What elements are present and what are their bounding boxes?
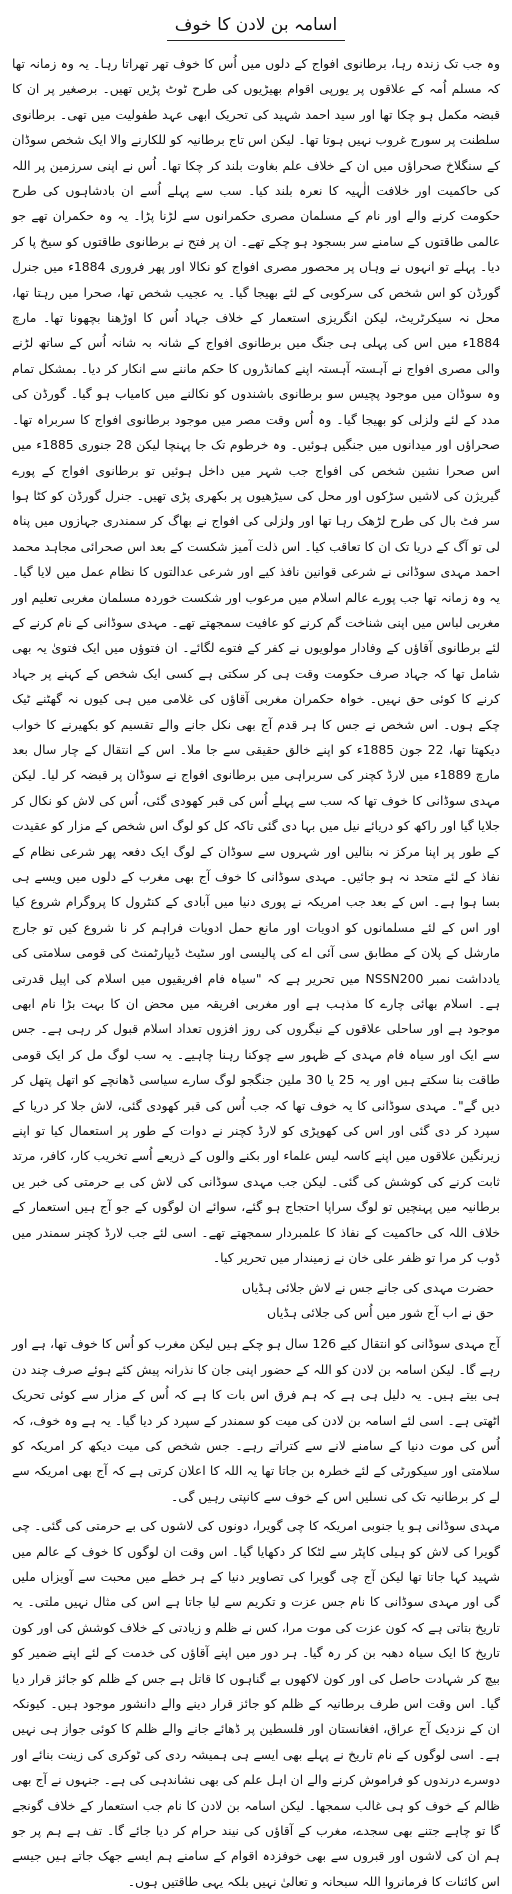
verse-line: حق نے اب آج شور میں اُس کی جلائی ہڈیاں bbox=[267, 1304, 494, 1320]
verse-line: حضرت مہدی کی جانے جس نے لاش جلائی ہڈیاں bbox=[241, 1279, 494, 1295]
paragraph: آج مہدی سوڈانی کو انتقال کیے 126 سال ہو چکے ہیں لیکن مغرب کو اُس کا خوف تھا، ہے اور رہے گا۔ لیکن اسامہ بن لادن کو اللہ کے حضور اپنی جان کا نذرانہ پیش کئے ہوئے صرف چند دن ہی بیتے ہیں۔ یہ دلیل ہی ہے کہ ہم فرق اس بات کا ہے کہ اُس کے مزار سے کوئی تحریک اٹھتی ہے۔ اسی لئے اسامہ بن لادن کی میت کو سمندر کے سپرد کر دیا گیا۔ یہ ہے وہ خوف، کہ اُس کی موت دنیا کے سامنے لانے سے کتراتے رہے۔ جس شخص کی میت دیکھ کر امریکہ کو سلامتی اور سیکورٹی کے لئے خطرہ بن جاتا تھا یہ اللہ کا اعلان کرتی ہے کہ آج بھی امریکہ سے لے کر برطانیہ تک کی نسلیں اس کے خوف سے کانپتی رہیں گی۔ bbox=[12, 1336, 500, 1504]
title-area bbox=[12, 12, 500, 41]
poem-couplet bbox=[12, 1275, 500, 1326]
paragraph: مہدی سوڈانی ہو یا جنوبی امریکہ کا چی گویرا، دونوں کی لاشوں کی بے حرمتی کی گئی۔ چی گویرا کی لاش کو ہیلی کاپٹر سے لٹکا کر دکھایا گیا۔ اس وقت ان لوگوں کا خوف کے عالم میں شہید کہا جاتا تھا لیکن آج چی گویرا کی تصاویر دنیا کے ہر خطے میں محبت سے آویزاں ملیں گی اور مہدی سوڈانی کا نام جس عزت و تکریم سے لیا جاتا ہے اس کی مثال نہیں ملتی۔ یہ تاریخ بتاتی ہے کہ کون عزت کی موت مرا، کس نے ظلم و زیادتی کے خلاف کوشش کی اور کون تاریخ کا ایک سیاہ دھبہ بن کر رہ گیا۔ ہر دور میں اپنے آقاؤں کی خدمت کے لئے اپنے ضمیر کو بیچ کر شہادت حاصل کی اور کون لاکھوں بے گناہوں کا قاتل ہے جس کے ظلم کو جائز قرار دیا گیا۔ اس وقت اس طرف برطانیہ کے ظلم کو جائز قرار دینے والے دانشور موجود ہیں۔ کیونکہ ان کے نزدیک آج عراق، افغانستان اور فلسطین پر ڈھائے جانے والے ظلم کا کوئی جواز ہی نہیں ہے۔ اسی لوگوں کے نام تاریخ نے پہلے بھی ایسے ہی ہمیشہ ردی کی ٹوکری کی زینت بنائے اور دوسرے درندوں کو فراموش کرنے والے ان اہل علم کی بھی نشاندہی کی ہے۔ جنہوں نے آج بھی ظالم کے خوف کو ہی غالب سمجھا۔ لیکن اسامہ بن لادن کا نام جب استعمار کے خلاف گونجے گا تو چاہے جتنے بھی سجدے، مغرب کے آقاؤں کی نیند حرام کر دیا جائے گا۔ تف ہے ہم پر جو ہم ان کی لاشوں اور قبروں سے بھی خوفزدہ اقوام کے سامنے ہم ایسے جھک جاتے ہیں جیسے اس کائنات کا فرمانروا اللہ سبحانہ و تعالیٰ نہیں بلکہ یہی طاقتیں ہوں۔ bbox=[12, 1518, 500, 1889]
article-title: اسامہ بن لادن کا خوف bbox=[167, 12, 345, 41]
article-body bbox=[12, 51, 500, 1894]
paragraph: وہ جب تک زندہ رہا، برطانوی افواج کے دلوں میں اُس کا خوف تھر تھراتا رہا۔ یہ وہ زمانہ تھا کہ مسلم اُمہ کے علاقوں پر یورپی اقوام بھیڑیوں کی طرح ٹوٹ پڑیں تھیں۔ برصغیر پر ان کا قبضہ مکمل ہو چکا تھا اور سید احمد شہید کی تحریک ابھی عہد طفولیت میں تھی۔ برطانوی سلطنت پر سورج غروب نہیں ہوتا تھا۔ لیکن اس تاج برطانیہ کو للکارنے والا ایک شخص سوڈان کے سنگلاخ صحراؤں میں ان کے خلاف علم بغاوت بلند کر چکا تھا۔ اُس نے اپنی سرزمین پر اللہ کی حاکمیت اور خلافت الٰہیہ کا نعرہ بلند کیا۔ سب سے پہلے اُسے ان بادشاہوں کی طرح حکومت کرنے والے اور نام کے مسلمان مصری حکمرانوں سے لڑنا پڑا۔ یہ وہ حکمران تھے جو عالمی طاقتوں کے سامنے سر بسجود ہو چکے تھے۔ ان پر فتح نے برطانوی طاقتوں کو سیخ پا کر دیا۔ پہلے تو انہوں نے وہاں پر محصور مصری افواج کو نکالا اور پھر فروری 1884ء میں جنرل گورڈن کو اس شخص کی سرکوبی کے لئے بھیجا گیا۔ یہ عجیب شخص تھا، صحرا میں رہتا تھا، محل نہ سیکرٹریٹ، لیکن انگریزی استعمار کے خلاف جہاد اُس کا اوڑھنا بچھونا تھا۔ مارچ 1884ء میں اس کی پہلی ہی جنگ میں برطانوی افواج کے شانہ بہ شانہ اُس کے ساتھ لڑنے والی مصری افواج نے آہستہ آہستہ اپنے کمانڈروں کا حکم ماننے سے انکار کر دیا۔ بمشکل تمام وہ سوڈان میں موجود پچیس سو برطانوی باشندوں کو نکالنے میں کامیاب ہو گیا۔ گورڈن کی مدد کے لئے ولزلی کو بھیجا گیا۔ وہ اُس وقت مصر میں موجود برطانوی افواج کا سربراہ تھا۔ صحراؤں اور میدانوں میں جنگیں ہوئیں۔ وہ خرطوم تک جا پہنچا لیکن 28 جنوری 1885ء میں اس صحرا نشین شخص کی افواج جب شہر میں داخل ہوئیں تو برطانوی افواج کے پورے گیریژن کی لاشیں سڑکوں اور محل کی سیڑھیوں پر بکھری پڑی تھیں۔ جنرل گورڈن کو کٹا ہوا سر فٹ بال کی طرح لڑھک رہا تھا اور ولزلی کی افواج نے بھاگ کر سمندری جہازوں میں پناہ لی تو آگ کے دریا تک ان کا تعاقب کیا۔ اس ذلت آمیز شکست کے بعد اس صحرائی مجاہد محمد احمد مہدی سوڈانی نے شرعی قوانین نافذ کیے اور شرعی عدالتوں کا نظام عمل میں لایا گیا۔ یہ وہ زمانہ تھا جب پورے عالم اسلام میں مرعوب اور شکست خوردہ مسلمان مغربی تعلیم اور مغربی لباس میں اپنی شناخت گم کرنے کو عافیت سمجھتے تھے۔ مہدی سوڈانی کے نام کرنے کے لئے برطانوی آقاؤں کے وفادار مولویوں نے کفر کے فتوے لگائے۔ ان فتوؤں میں ایک فتویٰ یہ بھی شامل تھا کہ جہاد صرف حکومت وقت ہی کر سکتی ہے کسی ایک شخص کے کہنے پر جہاد کرنے کا کوئی حق نہیں۔ خواہ حکمران مغربی آقاؤں کی غلامی میں ہی کیوں نہ گھٹنے ٹیک چکے ہوں۔ اس شخص نے جس کا ہر قدم آج بھی نکل جانے والے تقسیم کو بکھیرنے کا خواب دیکھتا تھا، 22 جون 1885ء کو اپنے خالق حقیقی سے جا ملا۔ اس کے انتقال کے چار سال بعد مارچ 1889ء میں لارڈ کچنر کی سربراہی میں برطانوی افواج نے سوڈان پر قبضہ کر لیا۔ لیکن مہدی سوڈانی کا خوف تھا کہ سب سے پہلے اُس کی قبر کھودی گئی، اُس کی لاش کو نکال کر جلایا گیا اور راکھ کو دریائے نیل میں بہا دی گئی تاکہ کل کو لوگ اس شخص کے مزار کو عقیدت کے طور پر اپنا مرکز نہ بنالیں اور شہروں سے سوڈان کے لوگ ایک دفعہ پھر شرعی نظام کے نفاذ کے لئے متحد نہ ہو جائیں۔ مہدی سوڈانی کا خوف آج بھی مغرب کے دلوں میں ویسے ہی بسا ہوا ہے۔ اس کے بعد جب امریکہ نے پوری دنیا میں آبادی کے کنٹرول کا پروگرام شروع کیا اور اس کے لئے مسلمانوں کو ادویات اور مانع حمل ادویات فراہم کر نا شروع کیں تو جارج مارشل کے پلان کے مطابق سی آئی اے کی پالیسی اور سٹیٹ ڈیپارٹمنٹ کی قومی سلامتی کی یادداشت نمبر NSSN200 میں تحریر ہے کہ "سیاہ فام افریقیوں میں اسلام کی اپیل قدرتی ہے۔ اسلام بھائی چارے کا مذہب ہے اور مغربی افریقہ میں محض ان کا بہت بڑا نام ابھی موجود ہے اور ساحلی علاقوں کے نیگروں کی روز افزوں تعداد اسلام قبول کر رہی ہے۔ جس سے ایک اور سیاہ فام مہدی کے ظہور سے چوکنا رہنا چاہیے۔ یہ سب لوگ مل کر ایک قومی طاقت بنا سکتے ہیں اور یہ 25 یا 30 ملین جنگجو لوگ سارے سیاسی ڈھانچے کو اتھل پتھل کر دیں گے"۔ مہدی سوڈانی کا یہ خوف تھا کہ جب اُس کی قبر کھودی گئی، لاش جلا کر دریا کے سپرد کر دی گئی اور اس کی کھوپڑی کو لارڈ کچنر نے دوات کے طور پر استعمال کیا تو اپنے زیرنگین علاقوں میں اپنے کاسہ لیس علماء اور بکنے والوں کے ذریعے اُسے تخریب کار، کافر، مرتد ثابت کرنے کی کوشش کی گئی۔ لیکن جب مہدی سوڈانی کی لاش کی بے حرمتی کی خبر یں برطانیہ میں پہنچیں تو لوگ سراپا احتجاج ہو گئے، سوائے ان لوگوں کے جو آج ہیں استعمار کے خلاف اللہ کی حاکمیت کے نفاذ کا علمبردار سمجھتے تھے۔ اسی لئے جب لارڈ کچنر سمندر میں ڈوب کر مرا تو ظفر علی خان نے زمیندار میں تحریر کیا۔ bbox=[12, 56, 501, 1266]
